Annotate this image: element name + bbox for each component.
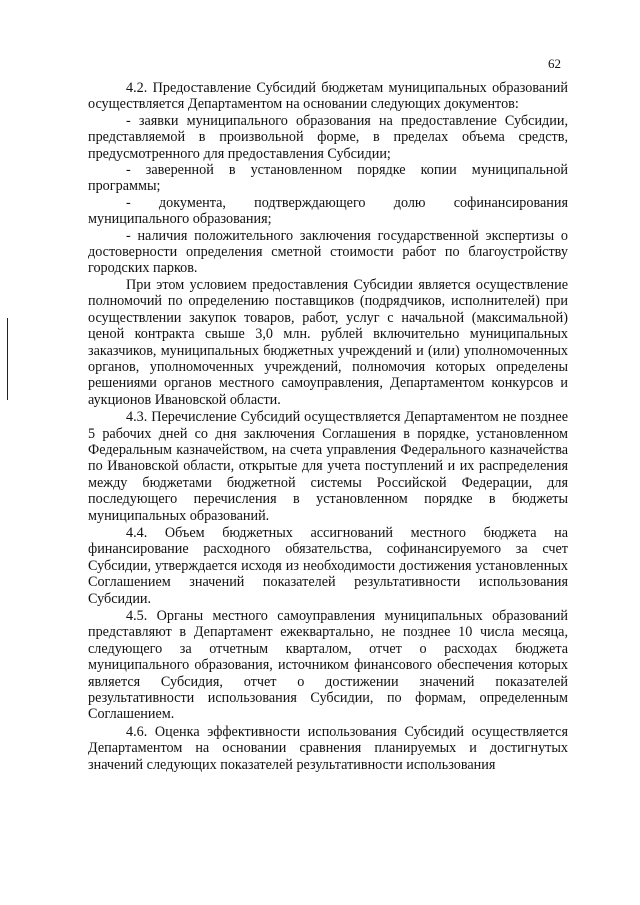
paragraph-4-4: 4.4. Объем бюджетных ассигнований местного бюджета на финансирование расходного обязательства, софинансируемого за счет Субсидии, утверждается исходя из необходимости достижения установленных Соглашением значений показателей результативности использования Субсидии.	[88, 524, 568, 607]
document-body	[88, 80, 568, 773]
margin-mark	[7, 318, 8, 400]
paragraph-4-5: 4.5. Органы местного самоуправления муниципальных образований представляют в Департамент ежеквартально, не позднее 10 числа месяца, следующего за отчетным кварталом, отчет о расходах бюджета муниципального образования, источником финансового обеспечения которых является Субсидия, отчет о достижении значений показателей результативности использования Субсидии, по формам, определенным Соглашением.	[88, 608, 568, 723]
list-item-application: - заявки муниципального образования на предоставление Субсидии, представляемой в произвольной форме, в пределах объема средств, предусмотренного для предоставления Субсидии;	[88, 112, 568, 162]
list-item-expertise-conclusion: - наличия положительного заключения государственной экспертизы о достоверности определения сметной стоимости работ по благоустройству городских парков.	[88, 227, 568, 277]
paragraph-4-3: 4.3. Перечисление Субсидий осуществляется Департаментом не позднее 5 рабочих дней со дня заключения Соглашения в порядке, установленном Федеральным казначейством, на счета управления Федерального казначейства по Ивановской области, открытые для учета поступлений и их распределения между бюджетами бюджетной системы Российской Федерации, для последующего перечисления в установленном порядке в бюджеты муниципальных образований.	[88, 409, 568, 524]
list-item-cofinancing-document: - документа, подтверждающего долю софинансирования муниципального образования;	[88, 194, 568, 228]
paragraph-4-6: 4.6. Оценка эффективности использования Субсидий осуществляется Департаментом на основании сравнения планируемых и достигнутых значений следующих показателей результативности использования	[88, 723, 568, 773]
page-number: 62	[548, 56, 561, 71]
paragraph-condition: При этом условием предоставления Субсидии является осуществление полномочий по определению поставщиков (подрядчиков, исполнителей) при осуществлении закупок товаров, работ, услуг с начальной (максимальной) ценой контракта свыше 3,0 млн. рублей включительно муниципальных заказчиков, муниципальных бюджетных учреждений и (или) уполномоченных органов, уполномоченных учреждений, полномочия которых определены решениями органов местного самоуправления, Департаментом конкурсов и аукционов Ивановской области.	[88, 276, 568, 408]
paragraph-4-2: 4.2. Предоставление Субсидий бюджетам муниципальных образований осуществляется Департаментом на основании следующих документов:	[88, 80, 568, 113]
list-item-program-copy: - заверенной в установленном порядке копии муниципальной программы;	[88, 162, 568, 195]
